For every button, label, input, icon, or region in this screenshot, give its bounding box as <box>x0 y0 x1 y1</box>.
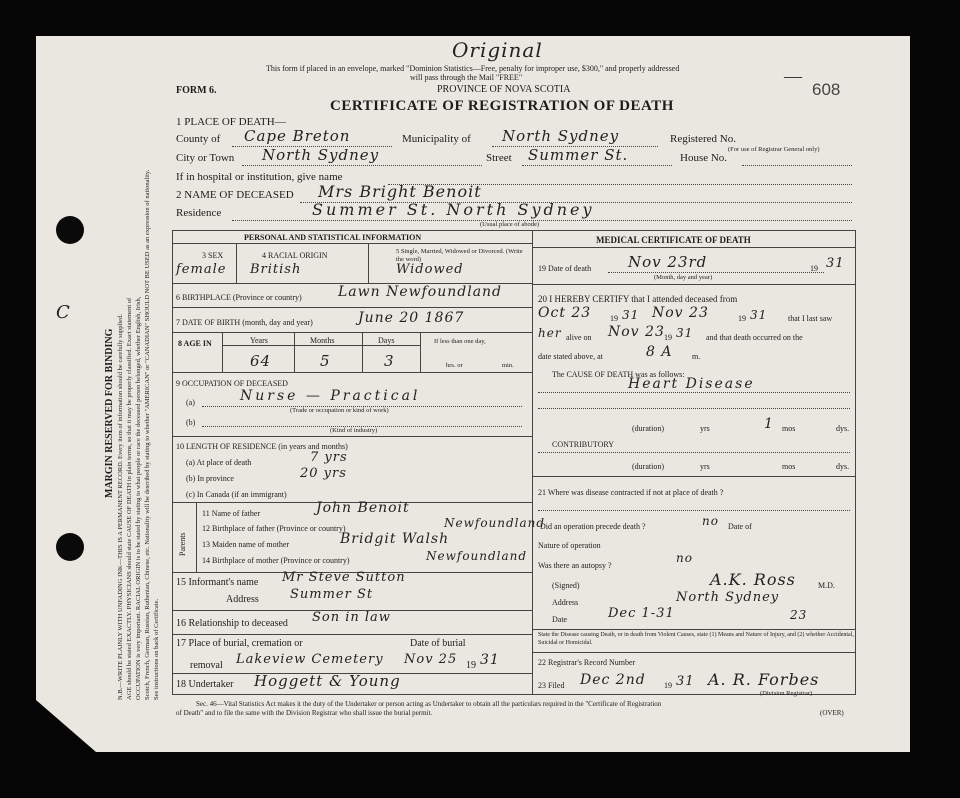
mother-label: 13 Maiden name of mother <box>202 540 290 549</box>
city-label: City or Town <box>176 152 235 164</box>
residence-label: Residence <box>176 207 222 219</box>
death-hour: 8 A <box>646 344 673 360</box>
filed-year: 31 <box>676 674 695 689</box>
margin-instructions-3: OCCUPATION is very important. RACIAL ORIGIN is to be stated by stating to what people or race the deceased person belonged, whether English, Irish, <box>135 296 142 700</box>
residence-line <box>232 220 852 221</box>
age-divider-4 <box>420 332 421 372</box>
duration-label-1: (duration) <box>632 424 664 433</box>
racial-value: British <box>250 262 302 277</box>
physician-date-suffix: 23 <box>790 608 808 622</box>
cause-value: Heart Disease <box>628 376 755 392</box>
house-line <box>742 165 852 166</box>
months-label: Months <box>310 336 335 345</box>
margin-reserved-label: MARGIN RESERVED FOR BINDING <box>104 328 115 498</box>
date-death-value: Nov 23rd <box>628 253 708 271</box>
division-registrar-note: (Division Registrar) <box>760 690 813 697</box>
violent-causes-note: State the Disease causing Death, or in death from Violent Causes, state (1) Means and Nature of Injury, and (2) whether Accidental, Suicidal or Homicidal. <box>538 632 854 646</box>
nature-label: Nature of operation <box>538 541 601 550</box>
original-note: Original <box>452 38 543 62</box>
attended-from-date: Oct 23 <box>538 305 592 321</box>
informant-label: 15 Informant's name <box>176 577 259 588</box>
age-divider-3 <box>362 332 363 372</box>
trade-note: (Trade or occupation or kind of work) <box>290 407 389 414</box>
city-value: North Sydney <box>262 146 380 164</box>
less-than-day-label: If less than one day, <box>434 338 486 345</box>
industry-note: (Kind of industry) <box>330 427 378 434</box>
municipality-label: Municipality of <box>402 133 471 145</box>
burial-year: 31 <box>480 652 500 668</box>
city-line <box>242 165 482 166</box>
physician-signature: A.K. Ross <box>710 570 796 589</box>
margin-instructions-2: AGE should be stated EXACTLY. PHYSICIANS should state CAUSE OF DEATH in plain terms, so that it may be properly classified. Exact statement of <box>126 297 133 700</box>
sex-divider <box>236 243 237 283</box>
medical-row-line-1 <box>532 284 855 285</box>
informant-address-label: Address <box>226 594 259 605</box>
deceased-name: Mrs Bright Benoit <box>318 182 482 201</box>
county-label: County of <box>176 133 221 145</box>
cause-line-2 <box>538 408 850 409</box>
age-divider-1 <box>222 332 223 372</box>
age-header-line <box>222 345 420 346</box>
certify-label: 20 I HEREBY CERTIFY that I attended deceased from <box>538 294 738 304</box>
margin-side-mark: C <box>56 302 71 323</box>
burial-year-prefix: 19 <box>466 660 476 671</box>
undertaker-value: Hoggett & Young <box>254 672 401 690</box>
age-label: 8 AGE IN <box>178 339 212 348</box>
house-label: House No. <box>680 152 728 164</box>
name-label: 2 NAME OF DECEASED <box>176 189 294 201</box>
duration-mos-1: mos <box>782 424 796 433</box>
dob-label: 7 DATE OF BIRTH (month, day and year) <box>176 318 313 327</box>
father-label: 11 Name of father <box>202 509 261 518</box>
contributory-line <box>538 452 850 453</box>
duration-yrs-1: yrs <box>700 424 710 433</box>
footer-line-2: of Death" and to file the same with the Division Registrar who shall issue the burial permit. <box>176 709 433 717</box>
min-label: min. <box>502 362 514 369</box>
father-birthplace-value: Newfoundland <box>444 516 546 530</box>
duration-yrs-2: yrs <box>700 462 710 471</box>
registrar-signature: A. R. Forbes <box>708 670 820 689</box>
margin-instructions-4: Scotch, French, German, Russian, Ruthenian, Chinese, etc. Nationality will be described by stating to whether "AMERICAN" or "CANADIAN" SHOULD NOT BE USED as an expression of nationality. <box>144 169 151 700</box>
hospital-label: If in hospital or institution, give name <box>176 171 343 183</box>
autopsy-label: Was there an autopsy ? <box>538 561 612 570</box>
grid-center-line <box>532 230 533 694</box>
birthplace-value: Lawn Newfoundland <box>338 284 503 300</box>
grid-bottom-line <box>172 694 856 695</box>
province: PROVINCE OF NOVA SCOTIA <box>437 84 571 95</box>
medical-heading-line <box>532 247 855 248</box>
residence-value: Summer St. North Sydney <box>312 200 595 219</box>
last-saw-label: that I last saw <box>788 314 833 323</box>
duration-dys-2: dys. <box>836 462 850 471</box>
alive-date: Nov 23 <box>608 324 665 340</box>
grid-left-line <box>172 230 173 694</box>
at-place-label: (a) At place of death <box>186 458 252 467</box>
date-death-year-prefix: 19 <box>810 264 818 273</box>
undertaker-label: 18 Undertaker <box>176 679 234 690</box>
notice-line-1: This form if placed in an envelope, marked "Dominion Statistics—Free, penalty for improper use, $300," and properly addressed <box>266 64 680 73</box>
to-year-prefix: 19 <box>738 314 746 323</box>
racial-label: 4 RACIAL ORIGIN <box>262 251 328 260</box>
occupation-b: (b) <box>186 418 196 427</box>
age-divider-2 <box>294 332 295 372</box>
years-label: Years <box>250 336 268 345</box>
duration-months: 1 <box>764 416 774 432</box>
pronoun-her: her <box>538 326 562 340</box>
marital-label: 5 Single, Married, Widowed or Divorced. (Write the word) <box>396 248 523 263</box>
date-death-line <box>608 272 824 273</box>
informant-address-value: Summer St <box>290 587 374 602</box>
informant-value: Mr Steve Sutton <box>282 570 406 585</box>
to-year: 31 <box>750 308 768 322</box>
form-number: FORM 6. <box>176 85 217 96</box>
sex-value: female <box>176 262 227 277</box>
medical-row-line-4 <box>532 652 855 653</box>
municipality-value: North Sydney <box>502 127 620 145</box>
registrar-record-label: 22 Registrar's Record Number <box>538 658 636 667</box>
in-province-value: 20 yrs <box>300 466 347 481</box>
autopsy-value: no <box>676 551 693 565</box>
personal-heading: PERSONAL AND STATISTICAL INFORMATION <box>244 233 422 242</box>
footer-over: (OVER) <box>820 709 844 717</box>
header-dash: — <box>784 66 802 86</box>
date-burial-label: Date of burial <box>410 638 466 649</box>
margin-instructions-1: N.B.—WRITE PLAINLY WITH UNFADING INK—THIS IS A PERMANENT RECORD. Every item of information should be carefully supplied. <box>117 314 124 700</box>
sex-label: 3 SEX <box>202 251 224 260</box>
occupation-label: 9 OCCUPATION OF DECEASED <box>176 379 288 388</box>
relationship-label: 16 Relationship to deceased <box>176 618 288 629</box>
place-of-death-heading: 1 PLACE OF DEATH— <box>176 116 286 128</box>
hrs-label: hrs. or <box>446 362 463 369</box>
row-line-5 <box>172 436 532 437</box>
physician-date: Dec 1-31 <box>608 606 675 621</box>
physician-address: North Sydney <box>676 590 780 605</box>
mother-birthplace-value: Newfoundland <box>426 549 528 563</box>
occupation-a: (a) <box>186 398 195 407</box>
medical-row-line-3 <box>532 629 855 630</box>
operation-value: no <box>702 514 719 528</box>
physician-address-label: Address <box>552 598 579 607</box>
binding-hole-bottom <box>56 533 84 561</box>
row-line-2 <box>172 307 532 308</box>
county-value: Cape Breton <box>244 127 351 145</box>
date-stated-label: date stated above, at <box>538 352 603 361</box>
alive-on-label: alive on <box>566 333 592 342</box>
parents-label: Parents <box>178 532 187 556</box>
burial-label: 17 Place of burial, cremation or <box>176 638 303 649</box>
grid-top-line <box>172 230 856 231</box>
death-occurred-label: and that death occurred on the <box>706 333 803 342</box>
folded-corner <box>36 700 96 752</box>
from-year-prefix: 19 <box>610 314 618 323</box>
mother-value: Bridgit Walsh <box>340 531 450 547</box>
duration-label-2: (duration) <box>632 462 664 471</box>
signed-label: (Signed) <box>552 581 580 590</box>
alive-year: 31 <box>676 326 694 340</box>
contracted-label: 21 Where was disease contracted if not at place of death ? <box>538 488 724 497</box>
father-value: John Benoit <box>316 500 410 516</box>
row-line-3 <box>172 332 532 333</box>
certificate-title: CERTIFICATE OF REGISTRATION OF DEATH <box>330 98 674 114</box>
mother-birthplace-label: 14 Birthplace of mother (Province or country) <box>202 556 350 565</box>
racial-divider <box>368 243 369 283</box>
date-of-label: Date of <box>728 522 752 531</box>
burial-place: Lakeview Cemetery <box>236 652 384 667</box>
cause-line <box>538 392 850 393</box>
row-line-9 <box>172 634 532 635</box>
residence-length-label: 10 LENGTH OF RESIDENCE (in years and months) <box>176 442 348 451</box>
meridiem-m: m. <box>692 352 701 361</box>
date-death-year: 31 <box>826 256 845 271</box>
medical-heading: MEDICAL CERTIFICATE OF DEATH <box>596 235 751 245</box>
in-province-label: (b) In province <box>186 474 234 483</box>
notice-line-2: will pass through the Mail "FREE" <box>410 73 523 82</box>
filed-year-prefix: 19 <box>664 681 672 690</box>
registered-label: Registered No. <box>670 133 736 145</box>
occupation-value: Nurse — Practical <box>240 388 421 404</box>
medical-row-line-2 <box>532 476 855 477</box>
street-label: Street <box>486 152 512 164</box>
age-months: 5 <box>320 352 331 370</box>
filed-label: 23 Filed <box>538 681 565 690</box>
birthplace-label: 6 BIRTHPLACE (Province or country) <box>176 293 302 302</box>
filed-date: Dec 2nd <box>580 672 646 688</box>
street-value: Summer St. <box>528 146 629 164</box>
physician-date-label: Date <box>552 615 568 624</box>
burial-date: Nov 25 <box>404 652 458 667</box>
alive-year-prefix: 19 <box>664 333 672 342</box>
operation-label: Did an operation precede death ? <box>540 522 646 531</box>
at-place-value: 7 yrs <box>310 450 348 465</box>
registrar-note: (For use of Registrar General only) <box>728 146 820 153</box>
binding-hole-top <box>56 216 84 244</box>
parents-divider <box>196 502 197 572</box>
street-line <box>522 165 672 166</box>
date-death-label: 19 Date of death <box>538 264 592 273</box>
cause-label: The CAUSE OF DEATH was as follows: <box>552 370 685 379</box>
grid-right-line <box>855 230 856 694</box>
md-label: M.D. <box>818 581 835 590</box>
from-year: 31 <box>622 308 640 322</box>
abode-note: (Usual place of abode) <box>480 221 540 228</box>
marital-value: Widowed <box>396 262 464 277</box>
age-years: 64 <box>250 352 272 370</box>
contributory-label: CONTRIBUTORY <box>552 440 615 449</box>
margin-instructions-5: See instructions on back of Certificate. <box>153 598 160 700</box>
days-label: Days <box>378 336 395 345</box>
contracted-line <box>538 510 850 511</box>
footer-line-1: Sec. 46—Vital Statistics Act makes it the duty of the Undertaker or person acting as Undertaker to obtain all the particulars required in the "Certificate of Registration <box>196 700 662 708</box>
duration-dys-1: dys. <box>836 424 850 433</box>
serial-number: 608 <box>812 80 841 99</box>
row-line-4 <box>172 372 532 373</box>
date-death-note: (Month, day and year) <box>654 274 713 281</box>
relationship-value: Son in law <box>312 610 391 625</box>
in-canada-label: (c) In Canada (if an immigrant) <box>186 490 287 499</box>
duration-mos-2: mos <box>782 462 796 471</box>
father-birthplace-label: 12 Birthplace of father (Province or country) <box>202 524 346 533</box>
age-days: 3 <box>384 352 395 370</box>
attended-to-date: Nov 23 <box>652 305 709 321</box>
dob-value: June 20 1867 <box>358 310 465 326</box>
personal-heading-line <box>172 243 532 244</box>
removal-label: removal <box>190 660 223 671</box>
